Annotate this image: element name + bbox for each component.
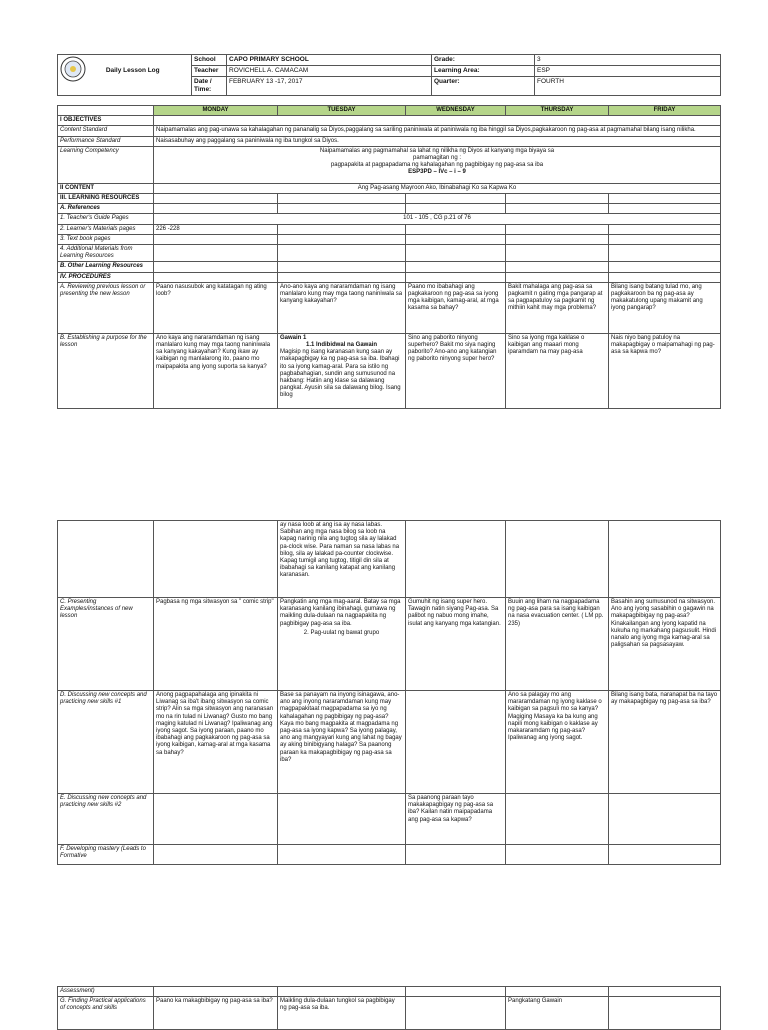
school-label: School bbox=[192, 55, 227, 66]
proc-b-wednesday: Sino ang paborito ninyong superhero? Bakit mo siya naging paborito? Ano-ano ang katangian ng paborito ninyong super hero? bbox=[406, 333, 506, 408]
proc-b-monday: Ano kaya ang nararamdaman ng isang manlalaro kung may mga taong naniniwala sa kanyang kakayahan? Kung ikaw ay kaibigan ng manlalarong ito, paano mo maipapakita ang iyong suporta sa kanya? bbox=[154, 333, 278, 408]
proc-a-thursday: Bakit mahalaga ang pag-asa sa pagkamit n gating mga pangarap at sa pagpapatuloy sa pagkamit ng mithiin kahit may mga problema? bbox=[506, 282, 609, 333]
grade-label: Grade: bbox=[432, 55, 535, 66]
day-wednesday: WEDNESDAY bbox=[406, 106, 506, 116]
proc-d-tuesday: Base sa panayam na inyong isinagawa, ano-ano ang inyong nararamdaman kung may magpapakitaat magpapadama sa iyo ng kahalagahan ng pagbibigay ng pag-asa? Kaya mo bang magpakita at magpadama ng pag-asa sa iyong kapwa? Sa iyong palagay, ano ang mangyayari kung ang lahat ng bagay ay aking binibigyang halaga? Sa paanong paraan ka makapagbibigay ng pag-asa sa iba? bbox=[278, 691, 406, 794]
competency-line3: pagpapakita at pagpapadama ng kahalagahan ng pagbibigay ng pag-asa sa iba bbox=[330, 162, 544, 169]
content-heading: II CONTENT bbox=[58, 183, 154, 193]
proc-e-wednesday: Sa paanong paraan tayo makakapagbigay ng pag-asa sa iba? Kailan natin maipapadama ang pag-asa sa kapwa? bbox=[406, 794, 506, 845]
proc-a-wednesday: Paano mo ibabahagi ang pagkakaroon ng pag-asa sa iyong mga kaibigan, kamag-aral, at mga kasama sa bahay? bbox=[406, 282, 506, 333]
teacher-label: Teacher bbox=[192, 66, 227, 77]
competency-code: ESP3PD – IVc – i – 9 bbox=[408, 169, 466, 176]
logo-area bbox=[58, 55, 192, 96]
proc-d-monday: Anong pagpapahalaga ang ipinakita ni Liwanag sa iba't ibang sitwasyon sa comic strip? Alin sa mga sitwasyon ang naranasan mo na rin tulad ni Liwanag? Gusto mo bang maging katulad ni Liwanag? Ipaliwanag ang iyong sagot. Sa iyong paraan, paano mo ibabahagi ang pagkakaroon ng pag-asa sa iyong kaibigan, kamag-aral at mga kasama sa bahay? bbox=[154, 691, 278, 794]
day-friday: FRIDAY bbox=[609, 106, 721, 116]
proc-a-friday: Bilang isang batang tulad mo, ang pagkakaroon ba ng pag-asa ay makakatulong upang makamit ang iyong pangarap? bbox=[609, 282, 721, 333]
content-standard-text: Naipamamalas ang pag-unawa sa kahalagahan ng pananalig sa Diyos,paggalang sa sariling paniniwala at paniniwala ng iba hinggil sa Diyos,pagkakaroon ng pag-asa at pagmamahal bilang isang nilikha. bbox=[154, 126, 721, 136]
date-value: FEBRUARY 13 -17, 2017 bbox=[227, 77, 432, 96]
lesson-table-page2 bbox=[57, 520, 720, 865]
proc-d-friday: Bilang isang bata, naranapat ba na tayo ay makapagbigay ng pag-asa sa iba? bbox=[609, 691, 721, 794]
proc-b-thursday: Sino sa iyong mga kaklase o kaibigan ang maaari mong iparamdam na may pag-asa bbox=[506, 333, 609, 408]
proc-b2-tuesday: ay nasa loob at ang isa ay nasa labas. Sabihan ang mga nasa bilog sa loob na kapag narinig nila ang tugtog sila ay lalakad pa-clock wise. Para naman sa nasa labas na bilog, sila ay lalakad pa-counter clockwise. Kapag tumigil ang tugtog, titigil din sila at ibabahagi sa kanilang katapat ang kanilang karanasan. bbox=[278, 521, 406, 598]
proc-g-thursday: Pangkatang Gawain bbox=[506, 997, 609, 1030]
other-resources-label: B. Other Learning Resources bbox=[58, 262, 154, 272]
proc-d-label: D. Discussing new concepts and practicing new skills #1 bbox=[58, 691, 154, 794]
resources-heading: III. LEARNING RESOURCES bbox=[58, 194, 154, 204]
proc-c-tuesday-text: Pangkatin ang mga mag-aaral. Batay sa mga karanasang kanilang ibinahagi, gumawa ng maikling dula-dulaan na nagpapakita ng pagbibigay pag-asa sa iba. bbox=[280, 599, 401, 627]
proc-a-label: A. Reviewing previous lesson or presenting the new lesson bbox=[58, 282, 154, 333]
area-value: ESP bbox=[535, 66, 721, 77]
competency-line2: pamamagitan ng : bbox=[412, 155, 462, 162]
textbook-label: 3. Text book pages bbox=[58, 234, 154, 244]
lm-value: 226 -228 bbox=[154, 224, 278, 234]
objectives-heading: I OBJECTIVES bbox=[58, 116, 154, 126]
date-label: Date / Time: bbox=[192, 77, 227, 96]
gawain-text: Magisip ng isang karanasan kung saan ay makapagbigay ka ng pag-asa sa iba. Ibahagi ito sa iyong kamag-aral. Para sa istilo ng pagbabahagian, sundin ang sumusunod na hakbang: Hatiin ang klase sa dalawang pangkat. Ayusin sila sa dalawang bilog. Isang bilog bbox=[280, 349, 401, 399]
proc-e-label: E. Discussing new concepts and practicing new skills #2 bbox=[58, 794, 154, 845]
proc-c-thursday: Buuin ang liham na nagpapadama ng pag-asa para sa isang kaibigan na nasa evacuation center. ( LM pp. 235) bbox=[506, 598, 609, 691]
proc-f-continued: Assessment) bbox=[58, 987, 154, 997]
performance-standard-label: Performance Standard bbox=[58, 136, 154, 146]
proc-b-label: B. Establishing a purpose for the lesson bbox=[58, 333, 154, 408]
additional-label: 4. Additional Materials from Learning Resources bbox=[58, 245, 154, 262]
proc-f-label: F. Developing mastery (Leads to Formative bbox=[58, 845, 154, 865]
proc-b-tuesday bbox=[278, 333, 406, 408]
proc-c-label: C. Presenting Examples/instances of new lesson bbox=[58, 598, 154, 691]
proc-c-friday: Basahin ang sumusunod na sitwasyon. Ano ang iyong sasabihin o gagawin na makapagbibigay ng pag-asa? Kinakailangan ang iyong kapatid na kukuha ng markahang pagsusulit. Hindi nanalo ang iyong mga kamag-aral sa paligsahan sa pagsasayaw. bbox=[609, 598, 721, 691]
lesson-table-page1 bbox=[57, 105, 720, 409]
performance-standard-text: Naisasabuhay ang paggalang sa paniniwala ng iba tungkol sa Diyos. bbox=[154, 136, 721, 146]
proc-g-label: G. Finding Practical applications of concepts and skills bbox=[58, 997, 154, 1030]
gawain-title: Gawain 1 bbox=[280, 334, 307, 341]
quarter-value: FOURTH bbox=[535, 77, 721, 96]
content-text: Ang Pag-asang Mayroon Ako, Ibinabahagi Ko sa Kapwa Ko bbox=[154, 183, 721, 193]
gawain-subtitle: 1.1 Indibidwal na Gawain bbox=[305, 342, 377, 349]
lesson-table-page3 bbox=[57, 986, 720, 1030]
form-title: Daily Lesson Log bbox=[105, 67, 160, 74]
quarter-label: Quarter: bbox=[432, 77, 535, 96]
lm-label: 2. Learner's Materials pages bbox=[58, 224, 154, 234]
procedures-heading: IV. PROCEDURES bbox=[58, 272, 154, 282]
proc-b-friday: Nais niyo bang patuloy na makapagbigay o maipamahagi ng pag-asa sa kapwa mo? bbox=[609, 333, 721, 408]
proc-g-monday: Paano ka makagbibigay ng pag-asa sa iba? bbox=[154, 997, 278, 1030]
tg-value: 101 - 105 , CG p.21 of 76 bbox=[154, 214, 721, 224]
references-heading: A. References bbox=[58, 204, 154, 214]
deped-seal-icon bbox=[60, 56, 86, 82]
proc-d-thursday: Ano sa palagay mo ang mararamdaman ng iyong kaklase o kaibigan sa pagsuli mo sa kanya? Magiging Masaya ka ba kung ang napili mong kaibigan o kaklase ay makararamdam ng pag-asa? Ipaliwanag ang iyong sagot. bbox=[506, 691, 609, 794]
proc-c-wednesday: Gumuhit ng isang super hero. Tawagin natin siyang Pag-asa. Sa palibot ng nabuo mong imahe, isulat ang kanyang mga katangian. bbox=[406, 598, 506, 691]
content-standard-label: Content Standard bbox=[58, 126, 154, 136]
competency-block bbox=[154, 146, 721, 183]
area-label: Learning Area: bbox=[432, 66, 535, 77]
competency-line1: Naipamamalas ang pagmamahal sa lahat ng nilikha ng Diyos at kanyang mga biyaya sa bbox=[319, 147, 555, 154]
proc-c-tuesday bbox=[278, 598, 406, 691]
day-monday: MONDAY bbox=[154, 106, 278, 116]
day-tuesday: TUESDAY bbox=[278, 106, 406, 116]
grade-value: 3 bbox=[535, 55, 721, 66]
proc-g-tuesday: Maikling dula-dulaan tungkol sa pagbibigay ng pag-asa sa iba. bbox=[278, 997, 406, 1030]
competency-label: Learning Competency bbox=[58, 146, 154, 183]
tg-label: 1. Teacher's Guide Pages bbox=[58, 214, 154, 224]
proc-a-monday: Paano nasusubok ang katatagan ng ating loob? bbox=[154, 282, 278, 333]
day-thursday: THURSDAY bbox=[506, 106, 609, 116]
proc-c-monday: Pagbasa ng mga sitwasyon sa " comic strip" bbox=[154, 598, 278, 691]
school-value: CAPO PRIMARY SCHOOL bbox=[227, 55, 432, 66]
corner-cell bbox=[58, 106, 154, 116]
proc-c-tuesday-step2: 2. Pag-uulat ng bawat grupo bbox=[303, 629, 380, 636]
teacher-value: ROVICHELL A. CAMACAM bbox=[227, 66, 432, 77]
proc-a-tuesday: Ano-ano kaya ang nararamdaman ng isang manlalaro kung may mga taong naniniwala sa kanyang kakayahan? bbox=[278, 282, 406, 333]
header-block bbox=[57, 54, 720, 96]
